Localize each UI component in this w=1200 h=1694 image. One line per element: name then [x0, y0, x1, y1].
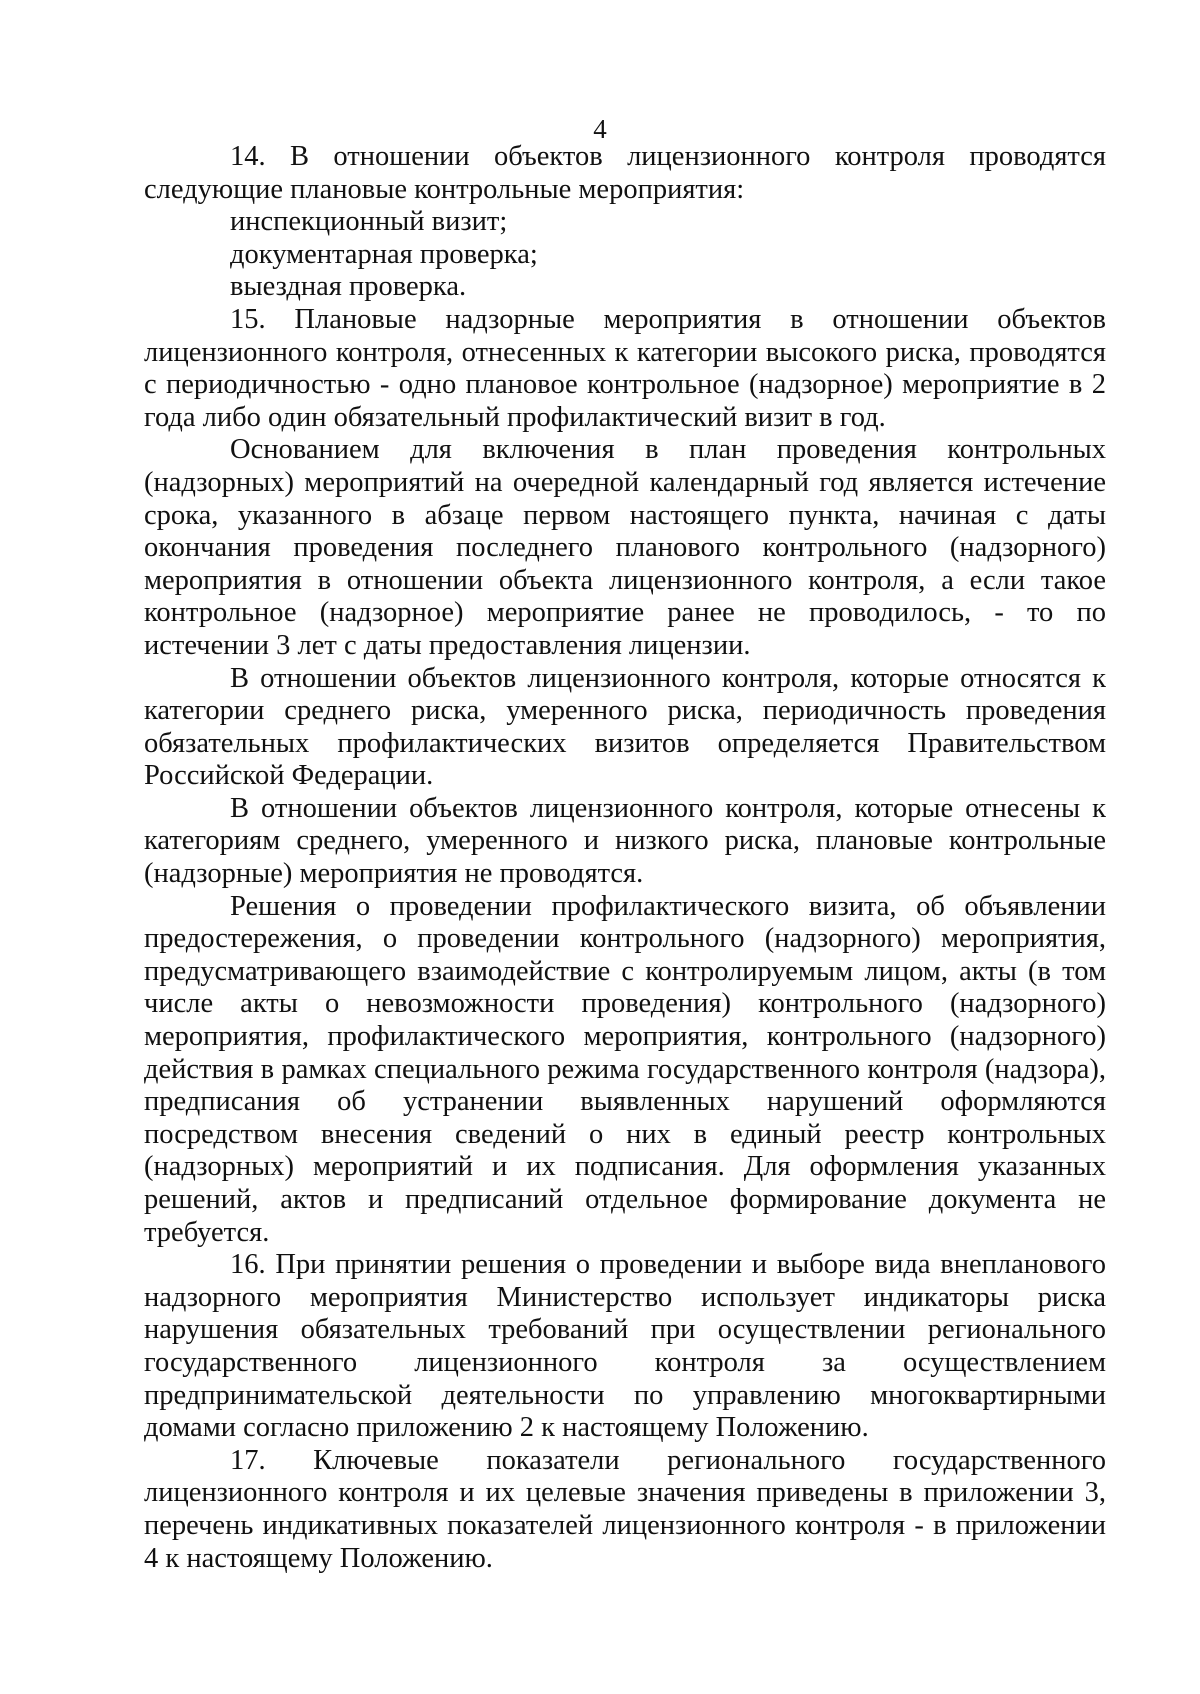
paragraph-15-basis: Основанием для включения в план проведения контрольных (надзорных) мероприятий на очередной календарный год является истечение срока, указанного в абзаце первом настоящего пункта, начиная с даты окончания проведения последнего планового контрольного (надзорного) мероприятия в отношении объекта лицензионного контроля, а если такое контрольное (надзорное) мероприятие ранее не проводилось, - то по истечении 3 лет с даты предоставления лицензии. [144, 434, 1106, 661]
paragraph-16: 16. При принятии решения о проведении и выборе вида внепланового надзорного мероприятия Министерство использует индикаторы риска нарушения обязательных требований при осуществлении регионального государственного лицензионного контроля за осуществлением предпринимательской деятельности по управлению многоквартирными домами согласно приложению 2 к настоящему Положению. [144, 1249, 1106, 1444]
paragraph-15-medium-risk: В отношении объектов лицензионного контроля, которые относятся к категории среднего риска, умеренного риска, периодичность проведения обязательных профилактических визитов определяется Правительством Российской Федерации. [144, 662, 1106, 792]
paragraph-15: 15. Плановые надзорные мероприятия в отношении объектов лицензионного контроля, отнесенных к категории высокого риска, проводятся с периодичностью - одно плановое контрольное (надзорное) мероприятие в 2 года либо один обязательный профилактический визит в год. [144, 303, 1106, 433]
paragraph-15-low-risk: В отношении объектов лицензионного контроля, которые отнесены к категориям среднего, умеренного и низкого риска, плановые контрольные (надзорные) мероприятия не проводятся. [144, 792, 1106, 890]
list-item-field-check: выездная проверка. [230, 271, 467, 303]
list-item-inspection-visit: инспекционный визит; [230, 206, 508, 238]
list-item-documentary-check: документарная проверка; [230, 238, 538, 270]
document-body [144, 141, 1106, 1575]
paragraph-17: 17. Ключевые показатели регионального государственного лицензионного контроля и их целевые значения приведены в приложении 3, перечень индикативных показателей лицензионного контроля - в приложении 4 к настоящему Положению. [144, 1444, 1106, 1574]
paragraph-14: 14. В отношении объектов лицензионного контроля проводятся следующие плановые контрольные мероприятия: [144, 141, 1106, 205]
page-number: 4 [593, 114, 607, 144]
paragraph-15-decisions: Решения о проведении профилактического визита, об объявлении предостережения, о проведении контрольного (надзорного) мероприятия, предусматривающего взаимодействие с контролируемым лицом, акты (в том числе акты о невозможности проведения) контрольного (надзорного) мероприятия, профилактического мероприятия, контрольного (надзорного) действия в рамках специального режима государственного контроля (надзора), предписания об устранении выявленных нарушений оформляются посредством внесения сведений о них в единый реестр контрольных (надзорных) мероприятий и их подписания. Для оформления указанных решений, актов и предписаний отдельное формирование документа не требуется. [144, 890, 1106, 1248]
